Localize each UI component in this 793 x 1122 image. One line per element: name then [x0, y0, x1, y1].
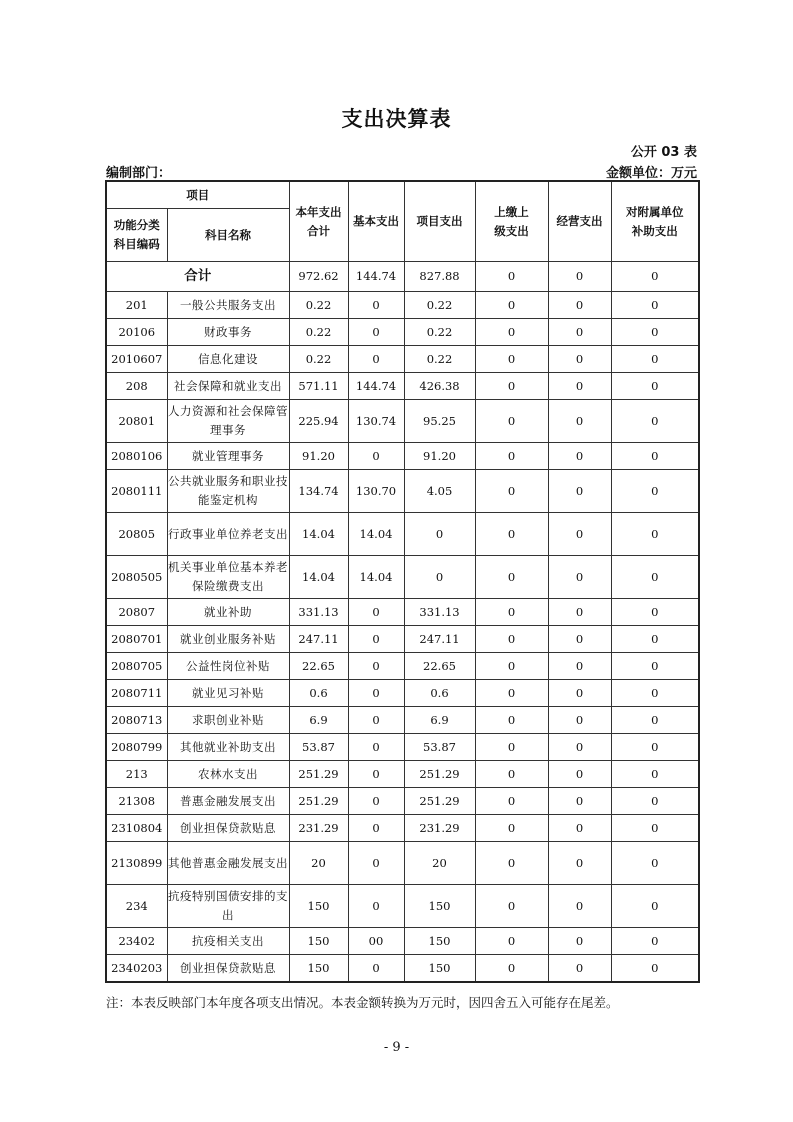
table-row [106, 599, 699, 626]
row-value: 0 [348, 443, 404, 470]
table-row [106, 707, 699, 734]
row-value: 0 [548, 734, 611, 761]
row-value: 150 [404, 928, 475, 955]
row-name: 农林水支出 [167, 761, 289, 788]
header-name: 科目名称 [167, 209, 289, 262]
row-code: 201 [106, 292, 167, 319]
table-row [106, 373, 699, 400]
row-value: 0 [348, 761, 404, 788]
row-value: 0 [348, 599, 404, 626]
row-value: 0 [348, 707, 404, 734]
total-value: 972.62 [289, 262, 348, 292]
row-value: 130.70 [348, 470, 404, 513]
row-value: 0 [611, 470, 699, 513]
row-code: 208 [106, 373, 167, 400]
row-value: 150 [289, 928, 348, 955]
row-name: 就业补助 [167, 599, 289, 626]
row-value: 91.20 [404, 443, 475, 470]
row-code: 2080711 [106, 680, 167, 707]
row-value: 0 [548, 815, 611, 842]
table-row [106, 928, 699, 955]
row-value: 6.9 [289, 707, 348, 734]
row-value: 0 [611, 885, 699, 928]
table-row [106, 680, 699, 707]
row-value: 53.87 [289, 734, 348, 761]
unit-label: 金额单位：万元 [605, 166, 697, 181]
row-value: 0 [475, 373, 548, 400]
row-value: 0 [475, 470, 548, 513]
row-value: 91.20 [289, 443, 348, 470]
row-value: 0 [548, 513, 611, 556]
row-code: 20807 [106, 599, 167, 626]
row-value: 231.29 [289, 815, 348, 842]
row-name: 财政事务 [167, 319, 289, 346]
table-row [106, 346, 699, 373]
row-value: 0 [611, 955, 699, 983]
row-value: 0 [548, 653, 611, 680]
row-value: 0 [611, 599, 699, 626]
row-value: 0 [611, 680, 699, 707]
row-value: 0 [475, 885, 548, 928]
header-project: 项目支出 [404, 181, 475, 262]
row-value: 0 [548, 292, 611, 319]
row-name: 机关事业单位基本养老保险缴费支出 [167, 556, 289, 599]
row-value: 0.22 [289, 319, 348, 346]
row-value: 0 [548, 626, 611, 653]
page-number: - 9 - [383, 1040, 410, 1055]
row-value: 0 [404, 556, 475, 599]
row-value: 0.22 [289, 292, 348, 319]
row-name: 就业创业服务补贴 [167, 626, 289, 653]
row-value: 0 [475, 599, 548, 626]
row-value: 0 [548, 556, 611, 599]
header-total-text: 本年支出 合计 [295, 204, 342, 238]
row-value: 0 [611, 928, 699, 955]
row-value: 0 [475, 761, 548, 788]
row-value: 0 [548, 788, 611, 815]
table-row [106, 292, 699, 319]
row-value: 0 [475, 707, 548, 734]
row-value: 0 [475, 680, 548, 707]
department-label: 编制部门： [106, 166, 172, 181]
row-value: 0 [611, 556, 699, 599]
row-code: 234 [106, 885, 167, 928]
header-basic: 基本支出 [348, 181, 404, 262]
row-value: 0 [548, 346, 611, 373]
row-code: 23402 [106, 928, 167, 955]
row-name: 社会保障和就业支出 [167, 373, 289, 400]
row-value: 20 [289, 842, 348, 885]
row-value: 0 [548, 373, 611, 400]
row-value: 0 [348, 319, 404, 346]
row-name: 抗疫特别国债安排的支出 [167, 885, 289, 928]
table-row [106, 842, 699, 885]
row-name: 就业管理事务 [167, 443, 289, 470]
row-value: 251.29 [289, 788, 348, 815]
row-code: 2340203 [106, 955, 167, 983]
row-value: 0.22 [404, 292, 475, 319]
row-value: 0 [548, 319, 611, 346]
row-value: 0 [611, 842, 699, 885]
row-value: 0 [548, 443, 611, 470]
row-name: 创业担保贷款贴息 [167, 815, 289, 842]
row-value: 0 [404, 513, 475, 556]
row-value: 14.04 [348, 556, 404, 599]
row-value: 0 [475, 626, 548, 653]
table-row [106, 443, 699, 470]
header-subsidy [611, 181, 699, 262]
row-code: 2080106 [106, 443, 167, 470]
row-value: 0 [548, 761, 611, 788]
header-item: 项目 [106, 181, 289, 209]
row-value: 0 [611, 513, 699, 556]
form-number: 公开 03 表 [630, 145, 697, 160]
table-row [106, 955, 699, 983]
row-name: 抗疫相关支出 [167, 928, 289, 955]
row-value: 14.04 [289, 556, 348, 599]
row-value: 0 [611, 443, 699, 470]
row-value: 95.25 [404, 400, 475, 443]
row-value: 225.94 [289, 400, 348, 443]
total-value: 144.74 [348, 262, 404, 292]
row-value: 0 [348, 626, 404, 653]
row-value: 0 [548, 599, 611, 626]
row-name: 其他普惠金融发展支出 [167, 842, 289, 885]
table-row [106, 400, 699, 443]
row-code: 2130899 [106, 842, 167, 885]
row-name: 人力资源和社会保障管理事务 [167, 400, 289, 443]
row-name: 创业担保贷款贴息 [167, 955, 289, 983]
row-value: 0 [348, 653, 404, 680]
table-row [106, 788, 699, 815]
row-name: 公共就业服务和职业技能鉴定机构 [167, 470, 289, 513]
row-value: 0.22 [404, 346, 475, 373]
row-value: 0 [475, 319, 548, 346]
row-value: 331.13 [404, 599, 475, 626]
row-name: 普惠金融发展支出 [167, 788, 289, 815]
row-value: 0 [475, 653, 548, 680]
row-value: 14.04 [348, 513, 404, 556]
row-name: 公益性岗位补贴 [167, 653, 289, 680]
row-value: 0.6 [289, 680, 348, 707]
row-code: 2080713 [106, 707, 167, 734]
row-value: 0 [475, 443, 548, 470]
row-code: 2080705 [106, 653, 167, 680]
total-value: 0 [475, 262, 548, 292]
row-value: 0 [348, 815, 404, 842]
row-value: 0 [611, 707, 699, 734]
row-value: 150 [289, 885, 348, 928]
table-row [106, 626, 699, 653]
expenditure-table [105, 180, 700, 983]
row-name: 求职创业补贴 [167, 707, 289, 734]
row-value: 0 [548, 955, 611, 983]
row-value: 0 [548, 707, 611, 734]
row-value: 0 [548, 400, 611, 443]
row-value: 0 [348, 734, 404, 761]
row-code: 2010607 [106, 346, 167, 373]
header-code: 功能分类 科目编码 [106, 209, 167, 262]
document-title: 支出决算表 [341, 107, 452, 131]
row-value: 0 [611, 319, 699, 346]
row-value: 0 [348, 842, 404, 885]
row-value: 0 [348, 680, 404, 707]
row-value: 0 [611, 626, 699, 653]
row-value: 251.29 [404, 761, 475, 788]
row-value: 144.74 [348, 373, 404, 400]
row-value: 0 [548, 885, 611, 928]
row-value: 0 [475, 513, 548, 556]
row-value: 150 [404, 885, 475, 928]
row-value: 0 [611, 788, 699, 815]
row-value: 0 [475, 955, 548, 983]
table-row [106, 513, 699, 556]
header-business: 经营支出 [548, 181, 611, 262]
row-value: 20 [404, 842, 475, 885]
row-value: 0 [611, 734, 699, 761]
table-row [106, 470, 699, 513]
table-row [106, 885, 699, 928]
row-code: 2310804 [106, 815, 167, 842]
row-value: 4.05 [404, 470, 475, 513]
row-value: 22.65 [289, 653, 348, 680]
row-value: 0 [348, 885, 404, 928]
row-value: 0 [611, 373, 699, 400]
row-value: 231.29 [404, 815, 475, 842]
row-value: 0 [548, 842, 611, 885]
row-value: 0 [475, 556, 548, 599]
row-value: 130.74 [348, 400, 404, 443]
header-upper-text: 上缴上 级支出 [494, 204, 529, 238]
row-value: 0 [475, 346, 548, 373]
row-value: 0 [348, 788, 404, 815]
row-code: 21308 [106, 788, 167, 815]
header-total [289, 181, 348, 262]
row-value: 0 [611, 346, 699, 373]
row-value: 0 [475, 292, 548, 319]
row-value: 0 [611, 400, 699, 443]
row-code: 2080505 [106, 556, 167, 599]
row-name: 信息化建设 [167, 346, 289, 373]
row-value: 0.22 [289, 346, 348, 373]
row-code: 2080701 [106, 626, 167, 653]
row-name: 行政事业单位养老支出 [167, 513, 289, 556]
row-value: 571.11 [289, 373, 348, 400]
row-value: 0 [611, 292, 699, 319]
row-value: 0 [475, 928, 548, 955]
row-value: 251.29 [404, 788, 475, 815]
row-code: 213 [106, 761, 167, 788]
row-value: 150 [289, 955, 348, 983]
row-value: 247.11 [404, 626, 475, 653]
table-row [106, 556, 699, 599]
row-value: 134.74 [289, 470, 348, 513]
row-value: 251.29 [289, 761, 348, 788]
row-value: 0 [348, 292, 404, 319]
total-row [106, 262, 699, 292]
row-code: 20805 [106, 513, 167, 556]
table-row [106, 734, 699, 761]
row-value: 0 [611, 815, 699, 842]
total-label: 合计 [106, 262, 289, 292]
row-name: 一般公共服务支出 [167, 292, 289, 319]
table-row [106, 815, 699, 842]
table-note: 注：本表反映部门本年度各项支出情况。本表金额转换为万元时，因四舍五入可能存在尾差。 [106, 995, 619, 1010]
row-value: 0 [475, 400, 548, 443]
table-row [106, 761, 699, 788]
row-value: 0 [611, 653, 699, 680]
row-value: 00 [348, 928, 404, 955]
row-value: 426.38 [404, 373, 475, 400]
row-code: 2080111 [106, 470, 167, 513]
header-upper [475, 181, 548, 262]
total-value: 0 [611, 262, 699, 292]
row-value: 0 [348, 955, 404, 983]
row-value: 0.22 [404, 319, 475, 346]
row-value: 0 [548, 928, 611, 955]
row-value: 22.65 [404, 653, 475, 680]
row-value: 247.11 [289, 626, 348, 653]
row-code: 20801 [106, 400, 167, 443]
row-value: 0 [475, 842, 548, 885]
row-code: 2080799 [106, 734, 167, 761]
table-row [106, 653, 699, 680]
row-value: 14.04 [289, 513, 348, 556]
row-value: 0 [475, 788, 548, 815]
table-row [106, 319, 699, 346]
row-name: 就业见习补贴 [167, 680, 289, 707]
row-value: 0 [475, 815, 548, 842]
row-value: 0.6 [404, 680, 475, 707]
row-value: 0 [548, 680, 611, 707]
row-value: 0 [548, 470, 611, 513]
row-name: 其他就业补助支出 [167, 734, 289, 761]
total-value: 827.88 [404, 262, 475, 292]
row-value: 331.13 [289, 599, 348, 626]
row-value: 0 [475, 734, 548, 761]
total-value: 0 [548, 262, 611, 292]
row-value: 0 [348, 346, 404, 373]
row-code: 20106 [106, 319, 167, 346]
row-value: 53.87 [404, 734, 475, 761]
header-subsidy-text: 对附属单位 补助支出 [626, 204, 684, 238]
row-value: 0 [611, 761, 699, 788]
row-value: 150 [404, 955, 475, 983]
row-value: 6.9 [404, 707, 475, 734]
